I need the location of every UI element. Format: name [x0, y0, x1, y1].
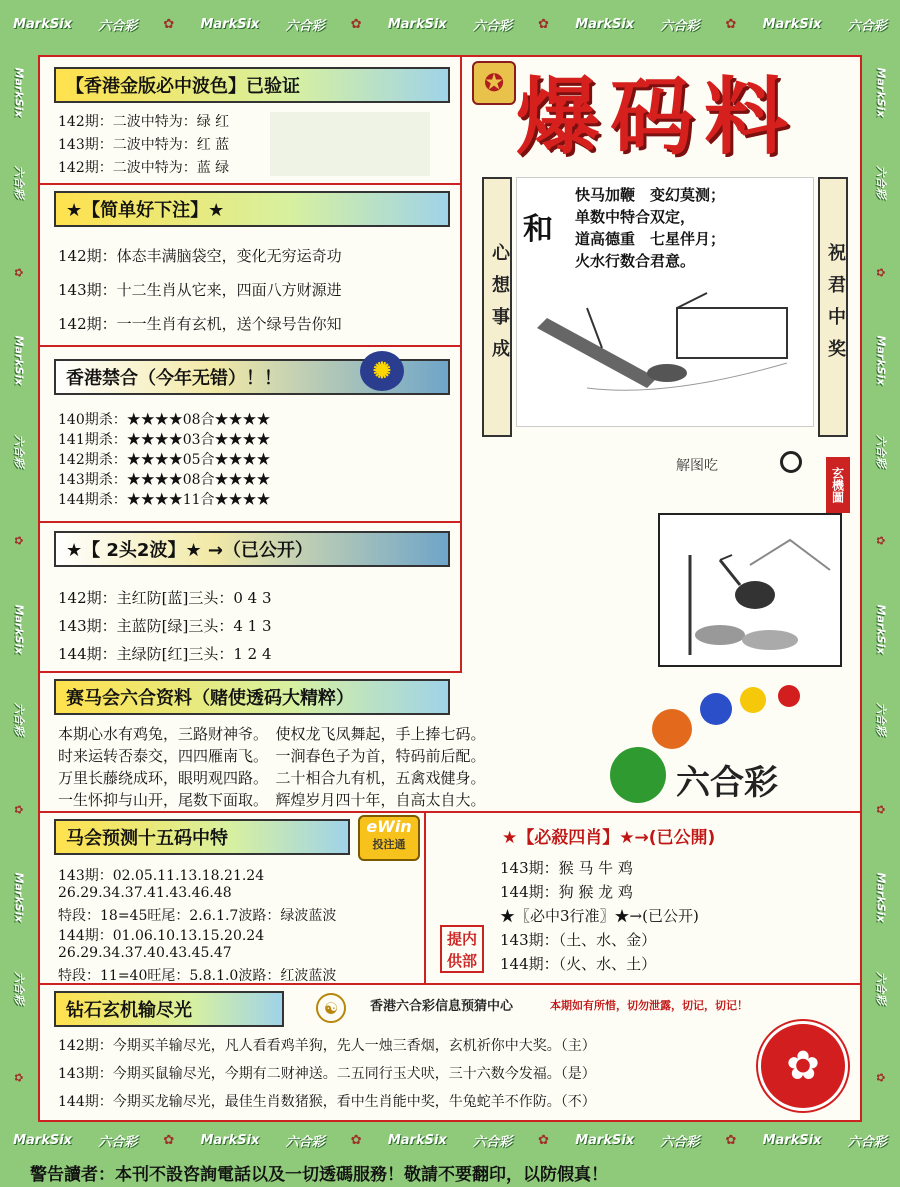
section-header: ★【简单好下注】★ [54, 191, 450, 227]
orange-ball-icon [652, 709, 692, 749]
list-item: 142期：体态丰满脑袋空，变化无穷运奇功 [58, 247, 342, 265]
flower-icon: ✿ [163, 16, 175, 32]
section-horse-club [40, 673, 860, 813]
ink-illustration [527, 278, 807, 418]
flower-icon: ✿ [163, 1132, 175, 1148]
section-two-heads [40, 523, 462, 673]
list-item: 143期：十二生肖从它来，四面八方财源进 [58, 281, 342, 299]
flower-icon: ✿ [12, 536, 26, 546]
list-item: 一生怀抑与山开，尾数下面取。 辉煌岁月四十年，自高太自大。 [58, 791, 486, 809]
brand-text: MarkSix [12, 67, 26, 118]
list-item: 143期：02.05.11.13.18.21.24 [58, 868, 265, 884]
section-easy-bet [40, 185, 462, 347]
top-border-band [0, 0, 900, 48]
list-item: 万里长藤绕成环，眼明观四路。 二十相合九有机，五禽戏健身。 [58, 769, 486, 787]
lhc-text: 六合彩 [12, 434, 25, 468]
emblem-icon: ✺ [360, 351, 404, 391]
section-forbidden [40, 347, 462, 523]
bauhinia-seal-icon: ✿ [758, 1021, 848, 1111]
poster-title: 爆码料 [516, 67, 799, 166]
section-header: 钻石玄机输尽光 [54, 991, 284, 1027]
brand-text: MarkSix [874, 67, 888, 118]
list-item: 143期杀：★★★★08合★★★★ [58, 472, 271, 488]
brand-text: MarkSix [575, 1132, 635, 1148]
flower-icon: ✿ [725, 1132, 737, 1148]
lhc-text: 六合彩 [12, 971, 25, 1005]
bottom-border-band [0, 1122, 900, 1158]
left-border-band [0, 48, 38, 1122]
brand-text: MarkSix [874, 335, 888, 386]
warning-text: 本期如有所惜，切勿泄露，切记，切记！ [550, 999, 748, 1012]
green-ball-icon [610, 747, 666, 803]
compass-icon: ☯ [316, 993, 346, 1023]
flower-icon: ✿ [12, 267, 26, 277]
lhc-text: 六合彩 [12, 165, 25, 199]
lhc-text: 六合彩 [847, 18, 887, 34]
brand-text: MarkSix [762, 16, 822, 32]
main-panel [38, 55, 862, 1122]
brand-text: MarkSix [12, 335, 26, 386]
lhc-text: 六合彩 [472, 18, 512, 34]
flower-icon: ✿ [538, 1132, 550, 1148]
list-item: 141期杀：★★★★03合★★★★ [58, 432, 271, 448]
brand-text: MarkSix [13, 16, 73, 32]
right-scroll-text: 祝君中奖 [825, 243, 846, 371]
section-header: 马会预测十五码中特 [54, 819, 350, 855]
lhc-text: 六合彩 [874, 971, 887, 1005]
lhc-text: 六合彩 [98, 1134, 138, 1150]
brand-text: MarkSix [12, 604, 26, 655]
xuanji-image [658, 513, 842, 667]
section-header: 赛马会六合资料（赌使透码大精粹） [54, 679, 450, 715]
brand-text: MarkSix [13, 1132, 73, 1148]
poem-line: 单数中特合双定， [575, 208, 696, 226]
blue-ball-icon [700, 693, 732, 725]
brand-text: MarkSix [874, 604, 888, 655]
list-item: 特段：11=40旺尾：5.8.1.0波路：红波蓝波 [58, 968, 337, 984]
mascot-icon: ✪ [472, 61, 516, 105]
warning-footer: 警告讀者：本刊不設咨詢電話以及一切透碼服務！敬請不要翻印，以防假真！ [0, 1158, 900, 1187]
internal-stamp: 提内供部 [440, 925, 484, 973]
list-item: 143期：（土、水、金） [500, 931, 657, 949]
section-wave-color [40, 57, 462, 185]
lhc-text: 六合彩 [874, 165, 887, 199]
lhc-text: 六合彩 [847, 1134, 887, 1150]
flower-icon: ✿ [874, 536, 888, 546]
list-item: 144期：今期买龙输尽光，最佳生肖数猪猴，看中生肖能中奖，牛兔蛇羊不作防。（不） [58, 1094, 596, 1110]
list-item: 142期：主红防[蓝]三头：0 4 3 [58, 589, 272, 607]
ewin-logo [358, 815, 420, 861]
poster-caption: 解图吃 [676, 458, 718, 474]
bird-illustration [660, 515, 840, 665]
list-item: 142期：今期买羊输尽光，凡人看看鸡羊狗，先人一烛三香烟，玄机祈你中大奖。（主） [58, 1038, 596, 1054]
lhc-text: 六合彩 [285, 1134, 325, 1150]
section-header: ★【 2头2波】★ →（已公开） [54, 531, 450, 567]
lhc-text: 六合彩 [285, 18, 325, 34]
section-header: 香港禁合（今年无错）！！ [54, 359, 450, 395]
brand-text: MarkSix [200, 1132, 260, 1148]
brand-text: MarkSix [874, 872, 888, 923]
ink-circle-icon [780, 451, 802, 473]
list-item: 时来运转否泰交，四四雁南飞。 一涧春色子为首，特码前后配。 [58, 747, 486, 765]
list-item: 140期杀：★★★★08合★★★★ [58, 412, 271, 428]
brand-text: MarkSix [387, 16, 447, 32]
brand-text: MarkSix [762, 1132, 822, 1148]
section-kill-four [426, 813, 860, 985]
list-item: 26.29.34.37.41.43.46.48 [58, 885, 232, 901]
flower-icon: ✿ [350, 1132, 362, 1148]
list-item: 143期：二波中特为：红 蓝 [58, 137, 230, 153]
sub-header: ★〖必中3行准〗★→(已公开) [500, 907, 699, 925]
list-item: 142期：二波中特为：蓝 绿 [58, 160, 230, 176]
section-header: ★【必殺四肖】★→(已公開) [502, 828, 716, 848]
lhc-text: 六合彩 [98, 18, 138, 34]
flower-icon: ✿ [725, 16, 737, 32]
ewin-logo-text: eWin [366, 817, 412, 836]
lhc-text: 六合彩 [874, 434, 887, 468]
poster-area [464, 57, 860, 673]
list-item: 143期：主蓝防[绿]三头：4 1 3 [58, 617, 272, 635]
poem-line: 火水行数合君意。 [575, 252, 696, 270]
section-diamond [40, 985, 860, 1122]
center-title: 香港六合彩信息预猜中心 [370, 999, 514, 1014]
brand-text: MarkSix [200, 16, 260, 32]
right-border-band [862, 48, 900, 1122]
list-item: 142期杀：★★★★05合★★★★ [58, 452, 271, 468]
list-item: 143期：猴 马 牛 鸡 [500, 859, 633, 877]
list-item: 142期：二波中特为：绿 红 [58, 114, 230, 130]
red-ball-icon [778, 685, 800, 707]
list-item: 142期：一一生肖有玄机，送个绿号告你知 [58, 315, 342, 333]
ewin-logo-sub: 投注通 [372, 838, 406, 851]
flower-icon: ✿ [874, 1073, 888, 1083]
lhc-text: 六合彩 [12, 702, 25, 736]
list-item: 26.29.34.37.40.43.45.47 [58, 945, 232, 961]
poem-line: 快马加鞭 变幻莫测； [575, 186, 726, 204]
flower-icon: ✿ [538, 16, 550, 32]
list-item: 143期：今期买鼠输尽光，今期有二财神送。二五同行玉犬吠，三十六数今发福。（是） [58, 1066, 596, 1082]
left-scroll-text: 心想事成 [489, 243, 510, 371]
yellow-ball-icon [740, 687, 766, 713]
flower-icon: ✿ [12, 1073, 26, 1083]
lhc-text: 六合彩 [660, 1134, 700, 1150]
lhc-text: 六合彩 [660, 18, 700, 34]
flower-icon: ✿ [12, 804, 26, 814]
list-item: 144期杀：★★★★11合★★★★ [58, 492, 271, 508]
list-item: 本期心水有鸡兔，三路财神爷。 使权龙飞凤舞起，手上捧七码。 [58, 725, 486, 743]
list-item: 144期：01.06.10.13.15.20.24 [58, 928, 265, 944]
list-item: 144期：（火、水、土） [500, 955, 657, 973]
brand-text: MarkSix [12, 872, 26, 923]
section-fifteen-codes [40, 813, 426, 985]
list-item: 144期：狗 猴 龙 鸡 [500, 883, 633, 901]
lhc-text: 六合彩 [472, 1134, 512, 1150]
xuanji-label: 玄機圖 [826, 457, 850, 513]
lhc-text: 六合彩 [874, 702, 887, 736]
list-item: 特段：18=45旺尾：2.6.1.7波路：绿波蓝波 [58, 908, 337, 924]
poem [575, 184, 725, 272]
list-item: 144期：主绿防[红]三头：1 2 4 [58, 645, 272, 663]
flower-icon: ✿ [874, 267, 888, 277]
flower-icon: ✿ [874, 804, 888, 814]
poem-line: 道高德重 七星伴月； [575, 230, 726, 248]
flower-icon: ✿ [350, 16, 362, 32]
mask-block [270, 112, 430, 176]
brand-text: MarkSix [575, 16, 635, 32]
lhc-logo-text: 六合彩 [676, 763, 778, 803]
brand-text: MarkSix [387, 1132, 447, 1148]
big-char: 和 [523, 212, 553, 247]
section-header: 【香港金版必中波色】已验证 [54, 67, 450, 103]
poem-card [516, 177, 814, 427]
